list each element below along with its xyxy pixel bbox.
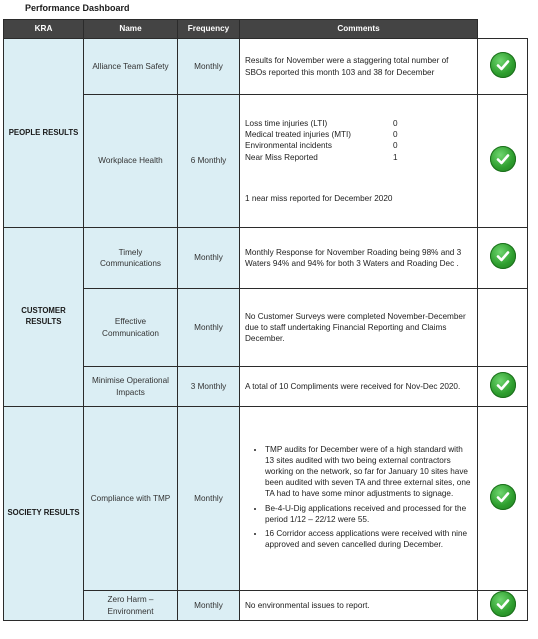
status-cell-empty <box>478 289 528 367</box>
status-cell <box>478 591 528 621</box>
kra-people-results: PEOPLE RESULTS <box>4 39 84 228</box>
stat-value: 1 <box>393 152 398 162</box>
row-frequency: Monthly <box>178 289 240 367</box>
header-frequency: Frequency <box>178 20 240 39</box>
row-name: Timely Communications <box>84 228 178 289</box>
row-name: Compliance with TMP <box>84 407 178 591</box>
bullet-list <box>245 444 472 550</box>
status-cell <box>478 228 528 289</box>
table-row <box>4 407 528 591</box>
status-cell <box>478 407 528 591</box>
status-cell <box>478 95 528 228</box>
row-comment: No environmental issues to report. <box>240 591 478 621</box>
stats-list <box>245 118 472 162</box>
stat-label: Near Miss Reported <box>245 152 318 162</box>
check-icon <box>490 243 516 269</box>
stat-line <box>245 129 472 140</box>
header-kra: KRA <box>4 20 84 39</box>
stat-line <box>245 140 472 151</box>
row-comment: Monthly Response for November Roading being 98% and 3 Waters 94% and 94% for both 3 Waters and Roading Dec . <box>240 228 478 289</box>
table-row <box>4 39 528 95</box>
page-title: Performance Dashboard <box>25 3 130 13</box>
row-note: 1 near miss reported for December 2020 <box>245 193 393 203</box>
row-frequency: Monthly <box>178 591 240 621</box>
table-row <box>4 228 528 289</box>
header-row <box>4 20 528 39</box>
kra-customer-results: CUSTOMER RESULTS <box>4 228 84 407</box>
row-comment: No Customer Surveys were completed November-December due to staff undertaking Financial Reporting and Claims December. <box>240 289 478 367</box>
row-name: Minimise Operational Impacts <box>84 367 178 407</box>
row-comment: A total of 10 Compliments were received for Nov-Dec 2020. <box>240 367 478 407</box>
row-name: Workplace Health <box>84 95 178 228</box>
list-item: • 16 Corridor access applications were received with nine approved and seven cancelled during December. <box>265 528 472 550</box>
stat-line <box>245 118 472 129</box>
header-status <box>478 20 528 39</box>
header-name: Name <box>84 20 178 39</box>
performance-table <box>3 19 528 621</box>
row-frequency: Monthly <box>178 407 240 591</box>
row-frequency: 3 Monthly <box>178 367 240 407</box>
status-cell <box>478 39 528 95</box>
row-frequency: Monthly <box>178 39 240 95</box>
stat-label: Medical treated injuries (MTI) <box>245 130 352 140</box>
check-icon <box>490 52 516 78</box>
stat-line <box>245 152 472 163</box>
stat-value: 0 <box>393 130 398 140</box>
row-name: Effective Communication <box>84 289 178 367</box>
row-frequency: Monthly <box>178 228 240 289</box>
check-icon <box>490 372 516 398</box>
stat-label: Environmental incidents <box>245 141 332 151</box>
kra-society-results: SOCIETY RESULTS <box>4 407 84 621</box>
row-comment <box>240 407 478 591</box>
row-frequency: 6 Monthly <box>178 95 240 228</box>
check-icon <box>490 146 516 172</box>
stat-value: 0 <box>393 119 398 129</box>
header-comments: Comments <box>240 20 478 39</box>
stat-label: Loss time injuries (LTI) <box>245 119 328 129</box>
status-cell <box>478 367 528 407</box>
list-item: • TMP audits for December were of a high standard with 13 sites audited with two being external contractors working on the network, so far for January 10 sites have been audited with seven TA and three external sites, one TA had to have some minor adjustments to signage. <box>265 444 472 499</box>
check-icon <box>490 591 516 617</box>
check-icon <box>490 484 516 510</box>
row-name: Zero Harm – Environment <box>84 591 178 621</box>
stat-value: 0 <box>393 141 398 151</box>
row-name: Alliance Team Safety <box>84 39 178 95</box>
list-item: • Be-4-U-Dig applications received and processed for the period 1/12 – 22/12 were 55. <box>265 503 472 525</box>
row-comment: Results for November were a staggering total number of SBOs reported this month 103 and 38 for December <box>240 39 478 95</box>
row-comment <box>240 95 478 228</box>
